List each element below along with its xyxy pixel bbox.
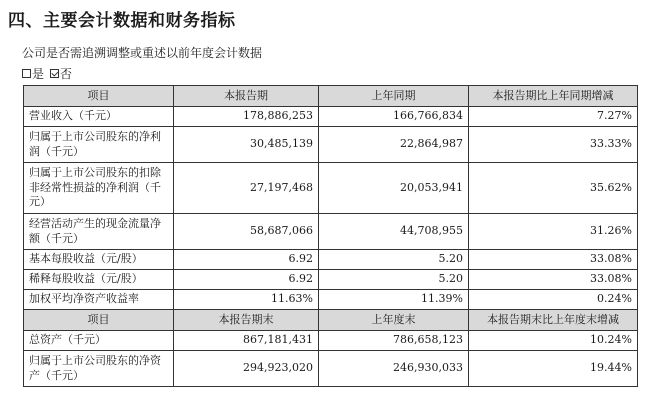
table-row <box>24 351 638 387</box>
table-row <box>24 331 638 351</box>
column-header: 本报告期 <box>174 86 319 107</box>
change-cell: 7.27% <box>469 107 638 127</box>
section-title: 四、主要会计数据和财务指标 <box>8 11 236 31</box>
option-no-label: 否 <box>60 67 73 81</box>
current-value-cell: 11.63% <box>174 290 319 310</box>
change-cell: 31.26% <box>469 214 638 250</box>
column-header: 项目 <box>24 86 174 107</box>
table-row <box>24 214 638 250</box>
table-row <box>24 163 638 214</box>
option-yes-label: 是 <box>32 67 45 81</box>
current-value-cell: 58,687,066 <box>174 214 319 250</box>
checkbox-yes[interactable] <box>22 69 31 78</box>
option-no[interactable] <box>50 65 72 82</box>
table-row <box>24 250 638 270</box>
column-header: 上年度末 <box>319 310 469 331</box>
change-cell: 33.33% <box>469 127 638 163</box>
current-value-cell: 6.92 <box>174 270 319 290</box>
option-yes[interactable] <box>22 65 44 82</box>
item-cell: 归属于上市公司股东的净资产（千元） <box>24 351 174 387</box>
item-cell: 经营活动产生的现金流量净额（千元） <box>24 214 174 250</box>
item-cell: 归属于上市公司股东的净利润（千元） <box>24 127 174 163</box>
table-row <box>24 107 638 127</box>
prior-value-cell: 246,930,033 <box>319 351 469 387</box>
current-value-cell: 30,485,139 <box>174 127 319 163</box>
table2-header-row <box>24 310 638 331</box>
current-value-cell: 178,886,253 <box>174 107 319 127</box>
change-cell: 35.62% <box>469 163 638 214</box>
column-header: 本报告期比上年同期增减 <box>469 86 638 107</box>
item-cell: 总资产（千元） <box>24 331 174 351</box>
restate-question: 公司是否需追溯调整或重述以前年度会计数据 <box>22 46 263 60</box>
table1-header-row <box>24 86 638 107</box>
column-header: 项目 <box>24 310 174 331</box>
item-cell: 基本每股收益（元/股） <box>24 250 174 270</box>
financial-indicators-table <box>23 85 638 387</box>
item-cell: 归属于上市公司股东的扣除非经常性损益的净利润（千元） <box>24 163 174 214</box>
change-cell: 0.24% <box>469 290 638 310</box>
prior-value-cell: 5.20 <box>319 250 469 270</box>
checkbox-no-checked[interactable] <box>50 69 59 78</box>
change-cell: 33.08% <box>469 270 638 290</box>
table-row <box>24 127 638 163</box>
current-value-cell: 6.92 <box>174 250 319 270</box>
current-value-cell: 27,197,468 <box>174 163 319 214</box>
item-cell: 营业收入（千元） <box>24 107 174 127</box>
prior-value-cell: 20,053,941 <box>319 163 469 214</box>
change-cell: 33.08% <box>469 250 638 270</box>
prior-value-cell: 22,864,987 <box>319 127 469 163</box>
item-cell: 加权平均净资产收益率 <box>24 290 174 310</box>
prior-value-cell: 166,766,834 <box>319 107 469 127</box>
prior-value-cell: 11.39% <box>319 290 469 310</box>
column-header: 本报告期末比上年度末增减 <box>469 310 638 331</box>
table-row <box>24 290 638 310</box>
change-cell: 19.44% <box>469 351 638 387</box>
current-value-cell: 294,923,020 <box>174 351 319 387</box>
column-header: 本报告期末 <box>174 310 319 331</box>
change-cell: 10.24% <box>469 331 638 351</box>
current-value-cell: 867,181,431 <box>174 331 319 351</box>
prior-value-cell: 786,658,123 <box>319 331 469 351</box>
column-header: 上年同期 <box>319 86 469 107</box>
item-cell: 稀释每股收益（元/股） <box>24 270 174 290</box>
restate-options <box>22 65 78 82</box>
prior-value-cell: 5.20 <box>319 270 469 290</box>
prior-value-cell: 44,708,955 <box>319 214 469 250</box>
table-row <box>24 270 638 290</box>
